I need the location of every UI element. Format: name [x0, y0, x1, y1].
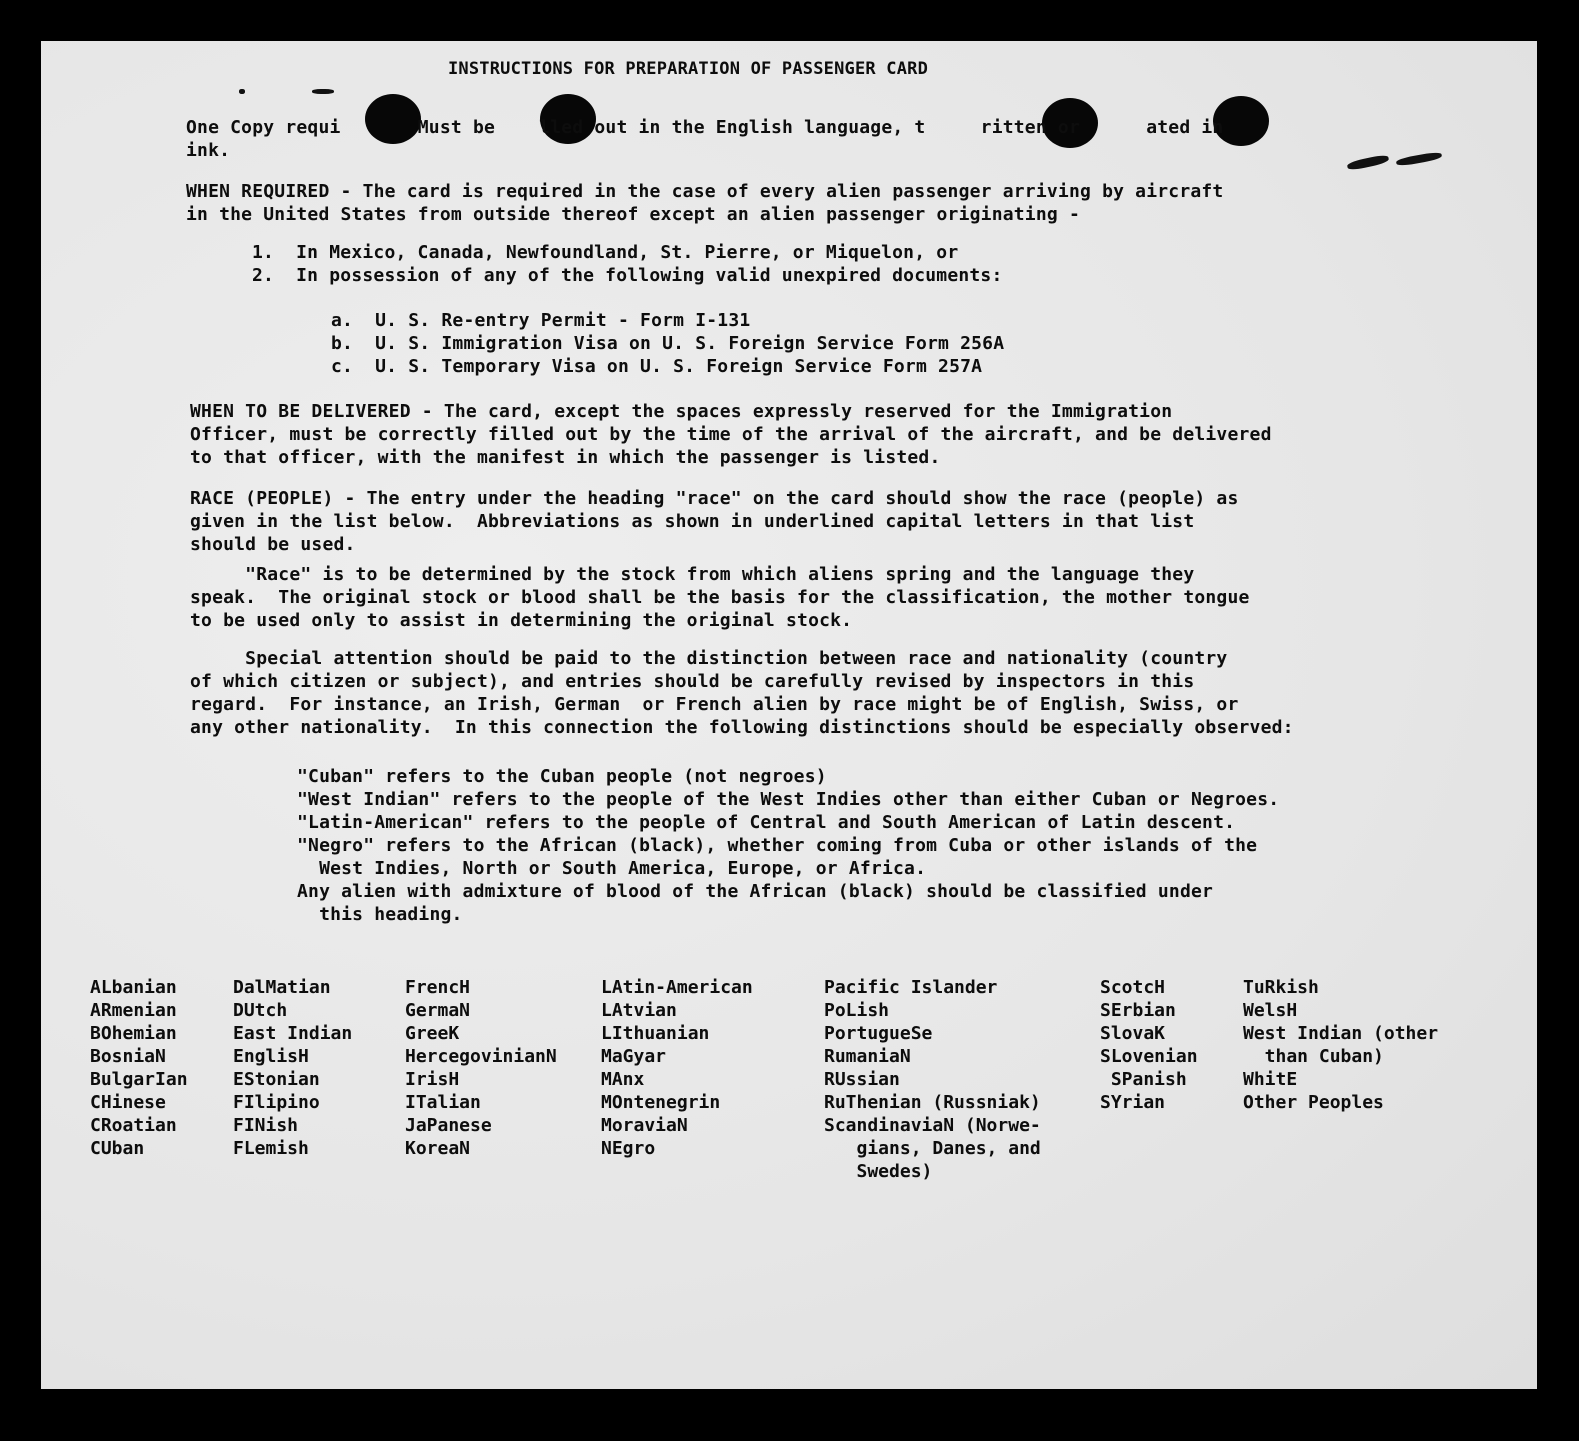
race-item: SPanish — [1100, 1069, 1187, 1090]
text-line: any other nationality. In this connection the following distinctions should be especially observed: — [190, 717, 1294, 738]
list-item: c. U. S. Temporary Visa on U. S. Foreign Service Form 257A — [331, 356, 983, 377]
race-item: KoreaN — [405, 1138, 471, 1159]
race-item: RUssian — [824, 1069, 900, 1090]
race-item: EnglisH — [233, 1046, 309, 1067]
race-item: ALbanian — [90, 977, 177, 998]
race-item: HercegovinianN — [405, 1046, 557, 1067]
ink-mark — [1396, 151, 1443, 167]
race-item: ScotcH — [1100, 977, 1166, 998]
list-item: a. U. S. Re-entry Permit - Form I-131 — [331, 310, 751, 331]
race-item: ScandinaviaN (Norwe- — [824, 1115, 1041, 1136]
race-item: JaPanese — [405, 1115, 492, 1136]
text-line: WHEN REQUIRED - The card is required in the case of every alien passenger arriving by aircraft — [186, 181, 1224, 202]
race-item: WhitE — [1243, 1069, 1298, 1090]
race-item: East Indian — [233, 1023, 353, 1044]
race-item: LIthuanian — [601, 1023, 710, 1044]
text-line: RACE (PEOPLE) - The entry under the heading "race" on the card should show the race (people) as — [190, 488, 1239, 509]
race-list-column-4 — [601, 976, 753, 1160]
intro-paragraph — [186, 116, 1223, 162]
race-list-column-3 — [405, 976, 557, 1160]
list-item: b. U. S. Immigration Visa on U. S. Foreign Service Form 256A — [331, 333, 1005, 354]
race-item: FrencH — [405, 977, 471, 998]
list-item: this heading. — [297, 904, 463, 925]
race-item: GermaN — [405, 1000, 471, 1021]
list-item: West Indies, North or South America, Europe, or Africa. — [297, 858, 927, 879]
race-item: ITalian — [405, 1092, 481, 1113]
text-line: speak. The original stock or blood shall be the basis for the classification, the mother tongue — [190, 587, 1250, 608]
list-item: "West Indian" refers to the people of the West Indies other than either Cuban or Negroes. — [297, 789, 1280, 810]
distinctions-list — [297, 765, 1279, 926]
race-item: Other Peoples — [1243, 1092, 1384, 1113]
race-item: Pacific Islander — [824, 977, 998, 998]
race-item: PoLish — [824, 1000, 890, 1021]
text-line: Special attention should be paid to the distinction between race and nationality (country — [190, 648, 1228, 669]
text-line: regard. For instance, an Irish, German or French alien by race might be of English, Swiss, or — [190, 694, 1239, 715]
race-item: IrisH — [405, 1069, 460, 1090]
race-item: WelsH — [1243, 1000, 1298, 1021]
race-item: DUtch — [233, 1000, 288, 1021]
race-item: MoraviaN — [601, 1115, 688, 1136]
text-line: Officer, must be correctly filled out by the time of the arrival of the aircraft, and be delivered — [190, 424, 1272, 445]
when-delivered-paragraph — [190, 400, 1272, 469]
race-item: TuRkish — [1243, 977, 1319, 998]
race-item: SYrian — [1100, 1092, 1166, 1113]
race-item: SErbian — [1100, 1000, 1176, 1021]
text-line: ink. — [186, 140, 231, 161]
page-title: INSTRUCTIONS FOR PREPARATION OF PASSENGER CARD — [448, 59, 929, 79]
ink-mark — [1347, 154, 1390, 172]
race-item: CHinese — [90, 1092, 166, 1113]
list-item: "Cuban" refers to the Cuban people (not negroes) — [297, 766, 827, 787]
text-line: of which citizen or subject), and entries should be carefully revised by inspectors in this — [190, 671, 1195, 692]
list-item: Any alien with admixture of blood of the African (black) should be classified under — [297, 881, 1214, 902]
special-attention-paragraph — [190, 647, 1294, 739]
race-item: BosniaN — [90, 1046, 166, 1067]
race-item: MaGyar — [601, 1046, 667, 1067]
race-item: MAnx — [601, 1069, 645, 1090]
list-item: 1. In Mexico, Canada, Newfoundland, St. Pierre, or Miquelon, or — [252, 242, 959, 263]
ink-mark — [239, 89, 245, 94]
race-list-column-2 — [233, 976, 352, 1160]
race-item: RuThenian (Russniak) — [824, 1092, 1041, 1113]
race-item: PortugueSe — [824, 1023, 933, 1044]
race-item: BOhemian — [90, 1023, 177, 1044]
list-item: "Negro" refers to the African (black), whether coming from Cuba or other islands of the — [297, 835, 1258, 856]
list-item: "Latin-American" refers to the people of Central and South American of Latin descent. — [297, 812, 1236, 833]
race-list-column-7 — [1243, 976, 1438, 1114]
race-item: NEgro — [601, 1138, 656, 1159]
race-definition-paragraph — [190, 563, 1250, 632]
race-item: DalMatian — [233, 977, 331, 998]
race-item: than Cuban) — [1243, 1046, 1384, 1067]
document-page — [41, 41, 1537, 1389]
list-item: 2. In possession of any of the following valid unexpired documents: — [252, 265, 1003, 286]
race-item: LAtin-American — [601, 977, 753, 998]
text-line: One Copy requi Must be lled out in the English language, t ritten or ated in — [186, 117, 1224, 138]
text-line: in the United States from outside thereof except an alien passenger originating - — [186, 204, 1080, 225]
text-line: should be used. — [190, 534, 356, 555]
race-item: RumaniaN — [824, 1046, 911, 1067]
race-item: BulgarIan — [90, 1069, 188, 1090]
race-item: FINish — [233, 1115, 299, 1136]
ink-mark — [312, 89, 334, 94]
when-required-paragraph — [186, 180, 1223, 226]
race-item: EStonian — [233, 1069, 320, 1090]
race-heading-paragraph — [190, 487, 1239, 556]
text-line: to be used only to assist in determining the original stock. — [190, 610, 853, 631]
exceptions-list — [252, 241, 1003, 287]
text-line: to that officer, with the manifest in which the passenger is listed. — [190, 447, 941, 468]
race-list-column-6 — [1100, 976, 1198, 1114]
race-item: West Indian (other — [1243, 1023, 1439, 1044]
race-item: gians, Danes, and — [824, 1138, 1041, 1159]
race-item: CUban — [90, 1138, 145, 1159]
text-line: "Race" is to be determined by the stock from which aliens spring and the language they — [190, 564, 1195, 585]
race-item: GreeK — [405, 1023, 460, 1044]
race-item: LAtvian — [601, 1000, 677, 1021]
race-item: Swedes) — [824, 1161, 933, 1182]
race-item: SLovenian — [1100, 1046, 1198, 1067]
race-list-column-5 — [824, 976, 1041, 1183]
race-item: SlovaK — [1100, 1023, 1166, 1044]
race-item: MOntenegrin — [601, 1092, 721, 1113]
race-item: ARmenian — [90, 1000, 177, 1021]
race-item: FLemish — [233, 1138, 309, 1159]
text-line: WHEN TO BE DELIVERED - The card, except the spaces expressly reserved for the Immigration — [190, 401, 1173, 422]
race-list-column-1 — [90, 976, 188, 1160]
documents-list — [331, 309, 1004, 378]
text-line: given in the list below. Abbreviations as shown in underlined capital letters in that list — [190, 511, 1195, 532]
race-item: FIlipino — [233, 1092, 320, 1113]
race-item: CRoatian — [90, 1115, 177, 1136]
